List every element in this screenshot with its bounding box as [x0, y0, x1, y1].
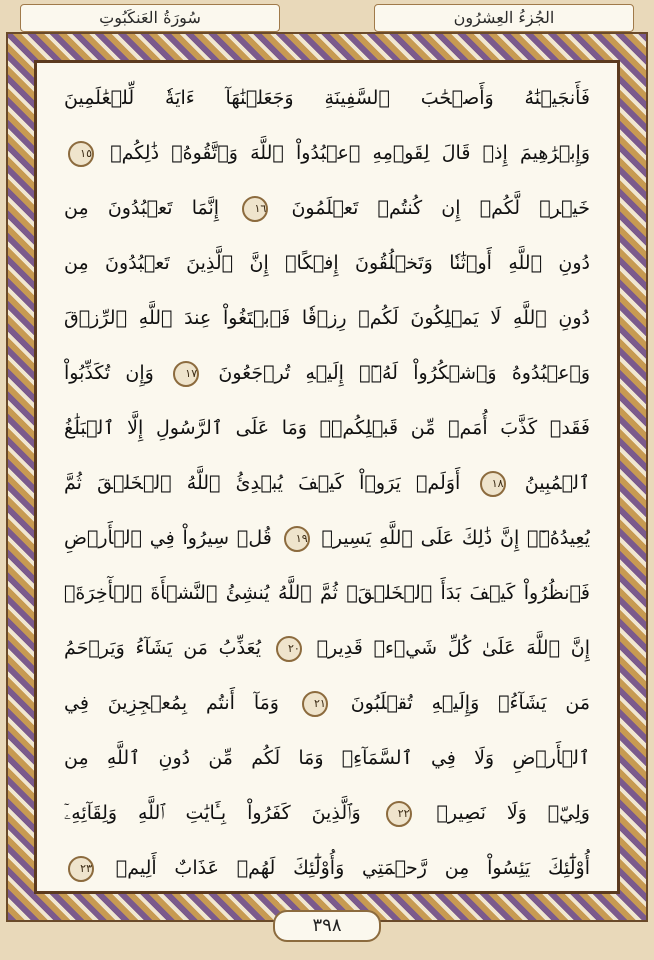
text-line: إِنَّ ٱللَّهَ عَلَىٰ كُلِّ شَيۡءٖ قَدِيرٞ ٢٠ يُعَذِّبُ مَن يَشَآءُ وَيَرۡحَمُ — [64, 620, 590, 676]
text-line: دُونِ ٱللَّهِ أَوۡثَٰنٗا وَتَخۡلُقُونَ إِفۡكًاۚ إِنَّ ٱلَّذِينَ تَعۡبُدُونَ مِن — [64, 252, 590, 274]
text-line: ٱلۡأَرۡضِ وَلَا فِي ٱلسَّمَآءِۖ وَمَا لَكُم مِّن دُونِ ٱللَّهِ مِن — [64, 747, 590, 769]
ayah-marker: ٢٢ — [386, 801, 412, 827]
text-line: مَن يَشَآءُۖ وَإِلَيۡهِ تُقۡلَبُونَ ٢١ وَمَآ أَنتُم بِمُعۡجِزِينَ فِي — [64, 675, 590, 731]
ayah-marker: ١٥ — [68, 141, 94, 167]
text-line: فَأَنجَيۡنَٰهُ وَأَصۡحَٰبَ ٱلسَّفِينَةِ وَجَعَلۡنَٰهَآ ءَايَةٗ لِّلۡعَٰلَمِينَ — [64, 87, 590, 109]
quran-text — [64, 70, 590, 900]
ayah-marker: ١٩ — [284, 526, 310, 552]
ayah-marker: ٢٠ — [276, 636, 302, 662]
text-line: ٱلۡمُبِينُ ١٨ أَوَلَمۡ يَرَوۡاْ كَيۡفَ يُبۡدِئُ ٱللَّهُ ٱلۡخَلۡقَ ثُمَّ — [64, 455, 590, 511]
page-number: ٣٩٨ — [273, 910, 381, 942]
ayah-marker: ١٦ — [242, 196, 268, 222]
ayah-marker: ١٧ — [173, 361, 199, 387]
text-line: أُوْلَٰٓئِكَ يَئِسُواْ مِن رَّحۡمَتِي وَأُوْلَٰٓئِكَ لَهُمۡ عَذَابٌ أَلِيمٞ ٢٣ — [64, 840, 590, 896]
text-line: خَيۡرٞ لَّكُمۡ إِن كُنتُمۡ تَعۡلَمُونَ ١٦ إِنَّمَا تَعۡبُدُونَ مِن — [64, 180, 590, 236]
text-line: فَٱنظُرُواْ كَيۡفَ بَدَأَ ٱلۡخَلۡقَۚ ثُمَّ ٱللَّهُ يُنشِئُ ٱلنَّشۡأَةَ ٱلۡأٓخِرَةَۚ — [64, 582, 590, 604]
text-line: يُعِيدُهُۥٓۚ إِنَّ ذَٰلِكَ عَلَى ٱللَّهِ يَسِيرٞ ١٩ قُلۡ سِيرُواْ فِي ٱلۡأَرۡضِ — [64, 510, 590, 566]
text-line: وَلِيّٖ وَلَا نَصِيرٖ ٢٢ وَٱلَّذِينَ كَفَرُواْ بِـَٔايَٰتِ ٱللَّهِ وَلِقَآئِهِۦٓ — [64, 785, 590, 841]
text-line: وَإِبۡرَٰهِيمَ إِذۡ قَالَ لِقَوۡمِهِ ٱعۡبُدُواْ ٱللَّهَ وَٱتَّقُوهُۖ ذَٰلِكُمۡ ١٥ — [64, 125, 590, 181]
ayah-marker: ٢٣ — [68, 856, 94, 882]
text-line: وَٱعۡبُدُوهُ وَٱشۡكُرُواْ لَهُۥٓۖ إِلَيۡهِ تُرۡجَعُونَ ١٧ وَإِن تُكَذِّبُواْ — [64, 345, 590, 401]
text-line: فَقَدۡ كَذَّبَ أُمَمٞ مِّن قَبۡلِكُمۡۖ وَمَا عَلَى ٱلرَّسُولِ إِلَّا ٱلۡبَلَٰغُ — [64, 417, 590, 439]
ayah-marker: ١٨ — [480, 471, 506, 497]
surah-name-header: سُورَةُ العَنكَبُوتِ — [20, 4, 280, 32]
juz-name-header: الجُزءُ العِشرُون — [374, 4, 634, 32]
text-line: دُونِ ٱللَّهِ لَا يَمۡلِكُونَ لَكُمۡ رِزۡقٗا فَٱبۡتَغُواْ عِندَ ٱللَّهِ ٱلرِّزۡقَ — [64, 307, 590, 329]
ayah-marker: ٢١ — [302, 691, 328, 717]
